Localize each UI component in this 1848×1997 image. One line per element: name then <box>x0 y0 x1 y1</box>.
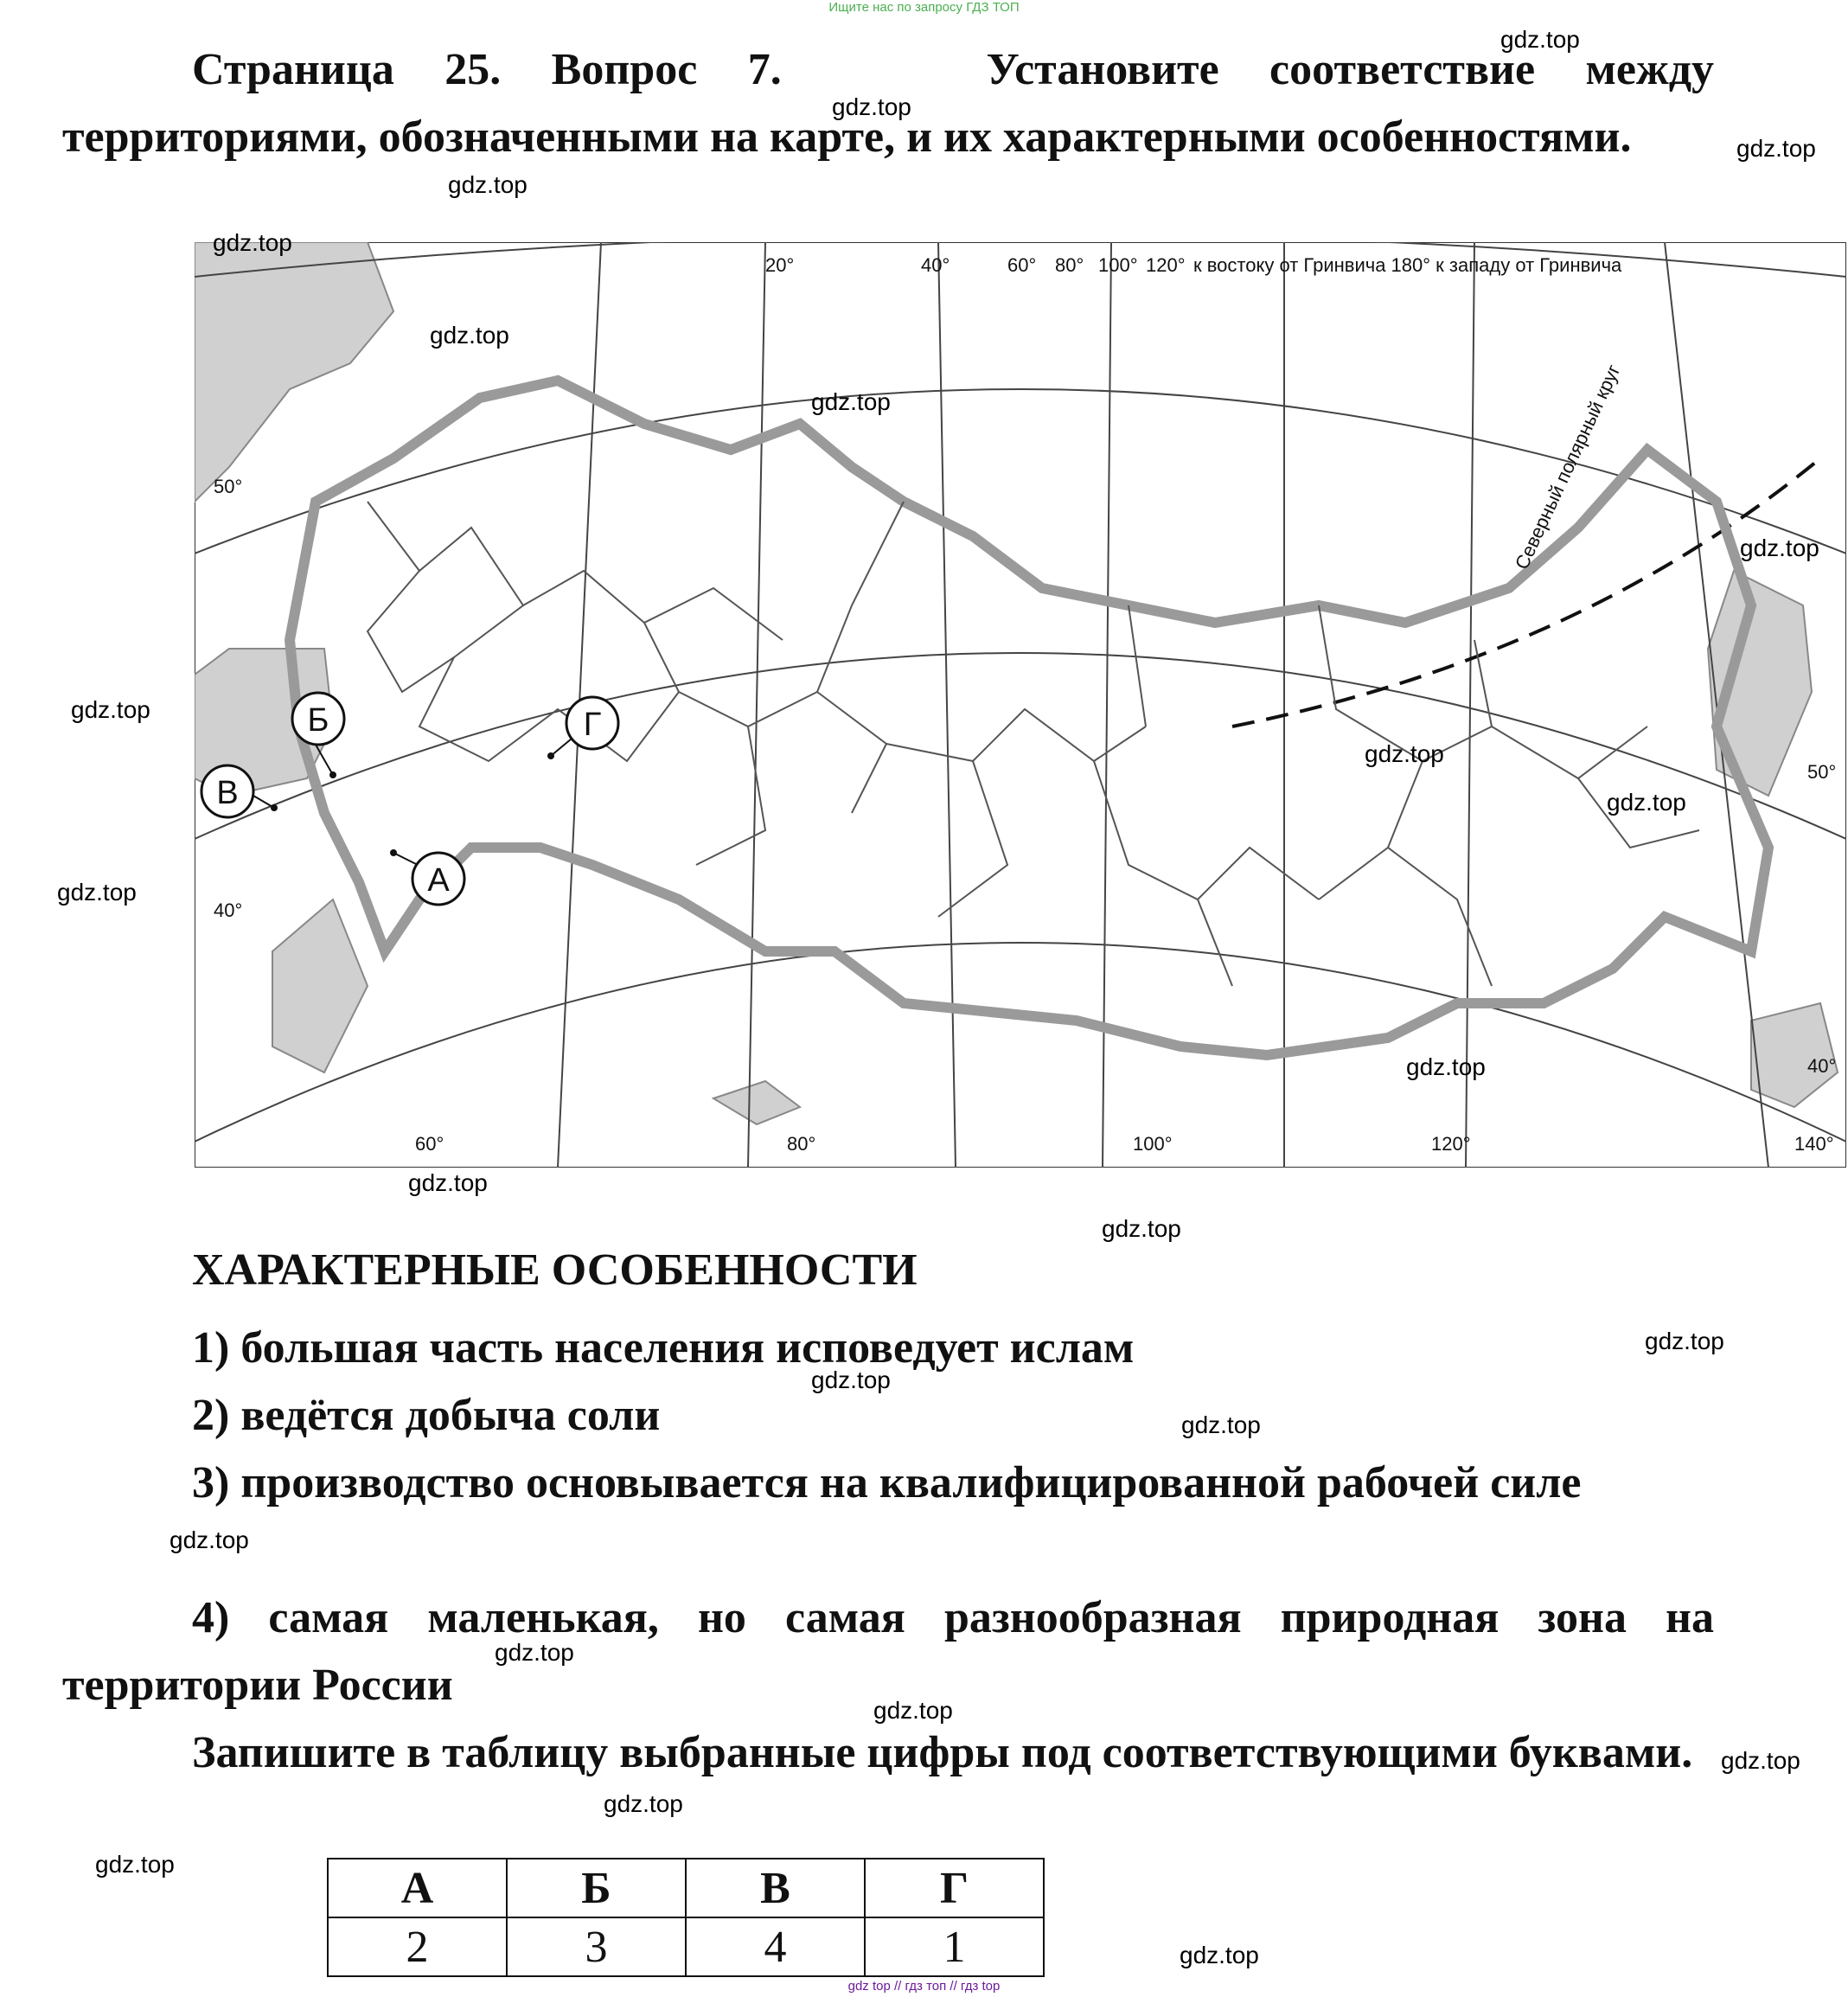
features-heading: ХАРАКТЕРНЫЕ ОСОБЕННОСТИ <box>192 1245 918 1295</box>
map-top-label: 120° <box>1146 254 1186 276</box>
watermark: gdz.top <box>495 1639 574 1666</box>
map-top-label: 40° <box>921 254 950 276</box>
bottom-label: 80° <box>787 1133 816 1155</box>
watermark: gdz.top <box>811 388 891 415</box>
feature-item: 4) самая маленькая, но самая разнообразная природная зона на территории России <box>62 1593 1714 1710</box>
watermark: gdz.top <box>169 1527 249 1553</box>
watermark: gdz.top <box>604 1790 683 1817</box>
feature-item: 2) ведётся добыча соли <box>192 1391 661 1440</box>
watermark: gdz.top <box>832 93 911 120</box>
watermark: gdz.top <box>1365 740 1444 767</box>
footer-links[interactable]: gdz top // гдз топ // гдз top <box>847 1979 1001 1994</box>
watermark: gdz.top <box>448 171 528 198</box>
answer-header-v: В <box>686 1859 865 1917</box>
instruction: Запишите в таблицу выбранные цифры под соответствующими буквами. <box>192 1728 1693 1777</box>
arctic-circle-label: Северный полярный круг <box>1510 361 1625 573</box>
top-banner[interactable]: Ищите нас по запросу ГДЗ ТОП <box>828 0 1020 15</box>
watermark: gdz.top <box>1721 1747 1800 1774</box>
watermark: gdz.top <box>430 322 509 349</box>
bottom-label: 60° <box>415 1133 444 1155</box>
answer-header-b: Б <box>507 1859 686 1917</box>
bottom-label: 120° <box>1431 1133 1471 1155</box>
answer-value-v: 4 <box>686 1917 865 1976</box>
watermark: gdz.top <box>1181 1411 1261 1438</box>
bottom-label: 140° <box>1794 1133 1834 1155</box>
watermark: gdz.top <box>57 879 137 906</box>
watermark: gdz.top <box>1607 789 1686 816</box>
marker-v-label: В <box>216 775 239 811</box>
lat-label: 40° <box>1807 1055 1837 1077</box>
marker-b-label: Б <box>307 702 329 739</box>
marker-g-label: Г <box>583 707 602 743</box>
map-top-label: 80° <box>1055 254 1084 276</box>
watermark: gdz.top <box>408 1169 488 1196</box>
answer-header-g: Г <box>865 1859 1044 1917</box>
feature-item: 3) производство основывается на квалифицированной рабочей силе <box>192 1458 1582 1507</box>
lat-label: 50° <box>1807 761 1837 783</box>
map-top-label: 20° <box>765 254 795 276</box>
russia-map <box>195 242 1846 1168</box>
watermark: gdz.top <box>873 1697 953 1724</box>
answer-table-values <box>328 1917 1044 1976</box>
map-top-label: 100° <box>1098 254 1138 276</box>
answer-table <box>327 1858 1045 1977</box>
watermark: gdz.top <box>1645 1328 1724 1354</box>
watermark: gdz.top <box>1736 135 1816 162</box>
watermark: gdz.top <box>95 1851 175 1878</box>
bottom-label: 100° <box>1133 1133 1173 1155</box>
question-text: Установите соответствие между территориями, обозначенными на карте, и их характерными особенностями. <box>62 45 1714 162</box>
lat-label: 50° <box>214 476 243 497</box>
answer-table-header <box>328 1859 1044 1917</box>
marker-a-label: А <box>427 862 450 899</box>
watermark: gdz.top <box>71 696 150 723</box>
east-west-label: к востоку от Гринвича 180° к западу от Гринвича <box>1193 254 1622 276</box>
watermark: gdz.top <box>1102 1215 1181 1242</box>
question-label: Страница 25. Вопрос 7. <box>192 45 782 94</box>
map-top-label: 60° <box>1007 254 1037 276</box>
feature-item: 1) большая часть населения исповедует ислам <box>192 1323 1135 1373</box>
lat-label: 40° <box>214 899 243 921</box>
watermark: gdz.top <box>1180 1942 1259 1968</box>
watermark: gdz.top <box>811 1367 891 1393</box>
watermark: gdz.top <box>213 229 292 256</box>
answer-value-a: 2 <box>328 1917 507 1976</box>
watermark: gdz.top <box>1740 534 1819 561</box>
watermark: gdz.top <box>1500 26 1580 53</box>
answer-value-b: 3 <box>507 1917 686 1976</box>
answer-header-a: А <box>328 1859 507 1917</box>
watermark: gdz.top <box>1406 1053 1486 1080</box>
answer-value-g: 1 <box>865 1917 1044 1976</box>
